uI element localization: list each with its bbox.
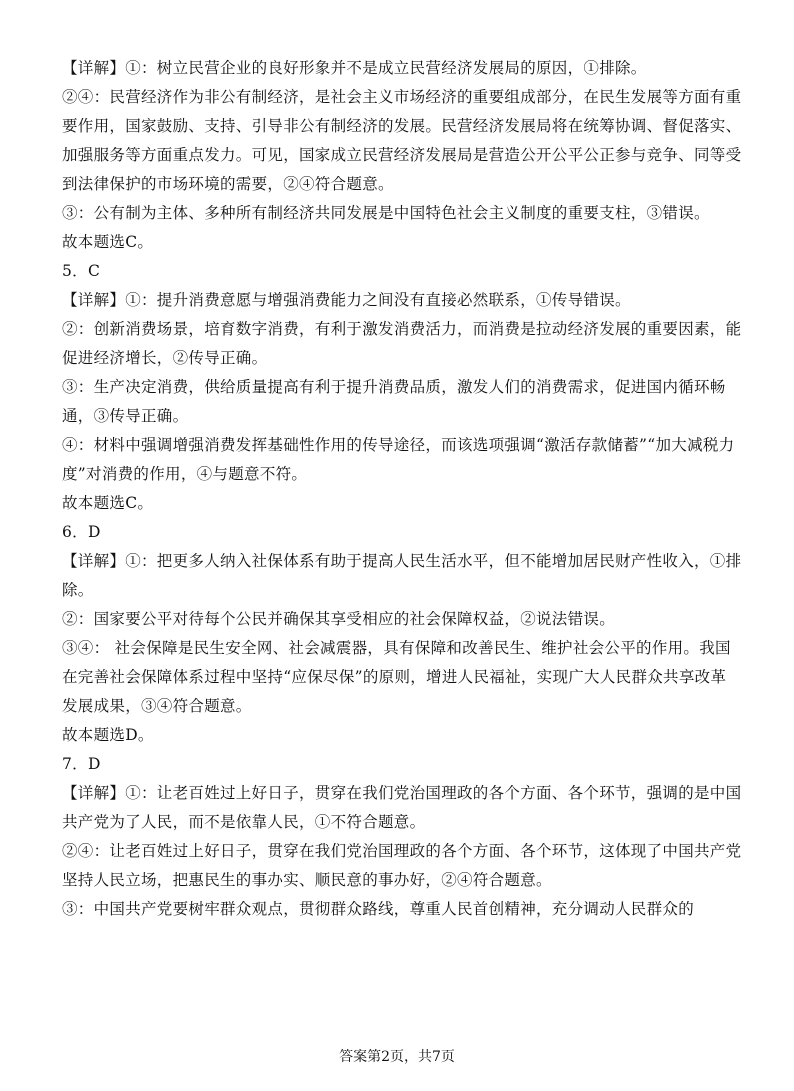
- explanation-paragraph: ③：生产决定消费，供给质量提高有利于提升消费品质，激发人们的消费需求，促进国内循环畅通，③传导正确。: [62, 378, 726, 425]
- explanation-paragraph: ③：公有制为主体、多种所有制经济共同发展是中国特色社会主义制度的重要支柱，③错误。: [62, 204, 710, 222]
- explanation-paragraph: ③④： 社会保障是民生安全网、社会减震器，具有保障和改善民生、维护社会公平的作用。我国在完善社会保障体系过程中坚持“应保尽保”的原则，增进人民福祉，实现广大人民群众共享改革发展成果，③④符合题意。: [62, 639, 731, 715]
- explanation-paragraph: 【详解】①：让老百姓过上好日子，贯穿在我们党治国理政的各个方面、各个环节，强调的是中国共产党为了人民，而不是依靠人民，①不符合题意。: [62, 784, 742, 831]
- explanation-paragraph: 故本题选D。: [62, 726, 154, 744]
- explanation-paragraph: 【详解】①：提升消费意愿与增强消费能力之间没有直接必然联系，①传导错误。: [62, 291, 631, 309]
- question-number: 7．D: [62, 755, 101, 773]
- explanation-paragraph: 故本题选C。: [62, 233, 154, 251]
- explanation-paragraph: ③：中国共产党要树牢群众观点，贯彻群众路线，尊重人民首创精神，充分调动人民群众的: [62, 900, 695, 918]
- explanation-paragraph: ②④：让老百姓过上好日子，贯穿在我们党治国理政的各个方面、各个环节，这体现了中国共产党坚持人民立场，把惠民生的事办实、顺民意的事办好，②④符合题意。: [62, 842, 742, 889]
- explanation-paragraph: ②④：民营经济作为非公有制经济，是社会主义市场经济的重要组成部分，在民生发展等方面有重要作用，国家鼓励、支持、引导非公有制经济的发展。民营经济发展局将在统筹协调、督促落实、加强服务等方面重点发力。可见，国家成立民营经济发展局是营造公开公平公正参与竞争、同等受到法律保护的市场环境的需要，②④符合题意。: [62, 88, 742, 193]
- page-footer: 答案第2页，共7页: [339, 1049, 455, 1065]
- answer-content: [62, 54, 742, 924]
- explanation-paragraph: 【详解】①：树立民营企业的良好形象并不是成立民营经济发展局的原因，①排除。: [62, 59, 647, 77]
- explanation-paragraph: 故本题选C。: [62, 494, 154, 512]
- explanation-paragraph: ④：材料中强调增强消费发挥基础性作用的传导途径，而该选项强调“激活存款储蓄”“加大减税力度”对消费的作用，④与题意不符。: [62, 436, 735, 483]
- explanation-paragraph: ②：国家要公平对待每个公民并确保其享受相应的社会保障权益，②说法错误。: [62, 610, 616, 628]
- question-number: 5．C: [62, 262, 101, 280]
- explanation-paragraph: ②：创新消费场景，培育数字消费，有利于激发消费活力，而消费是拉动经济发展的重要因素，能促进经济增长，②传导正确。: [62, 320, 742, 367]
- explanation-paragraph: 【详解】①：把更多人纳入社保体系有助于提高人民生活水平，但不能增加居民财产性收入，①排除。: [62, 552, 742, 599]
- question-number: 6．D: [62, 523, 101, 541]
